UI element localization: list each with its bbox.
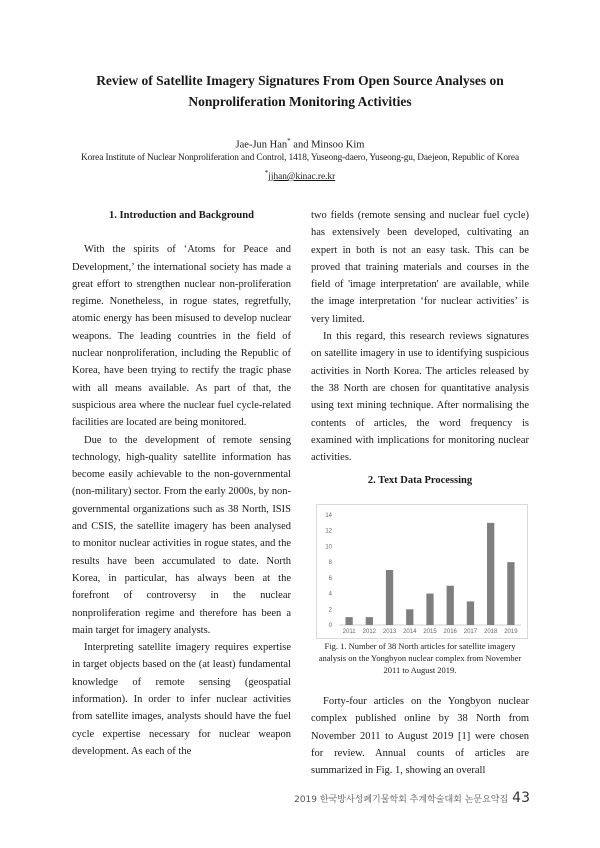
y-tick-label: 0 [328,623,332,629]
bar-2017 [467,601,474,625]
bar-2019 [507,562,514,625]
y-tick-label: 8 [328,560,332,567]
title-line-2: Nonproliferation Monitoring Activities [188,94,412,109]
email-mark: * [264,169,269,177]
email-link[interactable]: jjhan@kinac.re.kr [268,172,336,183]
page-number: 43 [512,790,530,806]
intro-paragraph-5: In this regard, this research reviews signatures on satellite imagery in use to identifying suspicious activities in North Korea. The articles released by the 38 North are chosen for quantitative analysis using text mining technique. After normalising the contents of articles, the word frequency is examined with implications for monitoring nuclear activities. [311,331,529,464]
bar-2016 [447,586,454,625]
bar-2012 [366,617,373,625]
figure-1-caption: Fig. 1. Number of 38 North articles for satellite imagery analysis on the Yongbyon nuclear complex from November 2011 to August 2019. [318,641,522,675]
x-tick-label: 2017 [463,629,478,635]
x-tick-label: 2016 [443,629,457,635]
left-column [72,207,291,760]
bar-2013 [386,570,393,625]
x-tick-label: 2014 [403,629,417,635]
authors [0,137,600,151]
right-column-bottom [311,693,529,779]
corresponding-mark: * [287,137,291,145]
x-tick-label: 2019 [504,629,518,635]
section-2-paragraph-1: Forty-four articles on the Yongbyon nuclear complex published online by 38 North from November 2011 to August 2019 [1] were chosen for review. Annual counts of articles are summarized in Fig. 1, showing an overall [311,696,529,777]
bar-2011 [345,617,352,625]
section-2-heading: 2. Text Data Processing [367,475,473,486]
y-tick-label: 2 [328,607,332,614]
x-tick-label: 2012 [362,629,377,635]
x-tick-label: 2018 [483,629,498,635]
author-and: and Minsoo Kim [290,139,365,151]
bar-2015 [426,594,433,625]
right-column-top [311,207,529,466]
footer-text: 2019 한국방사성폐기물학회 추계학술대회 논문요약집 [294,795,509,805]
figure-1 [316,504,528,639]
page-footer [294,790,530,806]
y-tick-label: 10 [325,544,332,551]
title-line-1: Review of Satellite Imagery Signatures From Open Source Analyses on [96,73,504,88]
x-tick-label: 2015 [423,629,437,635]
intro-paragraph-2: Due to the development of remote sensing technology, high-quality satellite information has become easily achievable to the non-governmental (non-military) sector. From the early 2000s, by non-governmental organizations such as 38 North, ISIS and CSIS, the satellite imagery has been analysed to monitor nuclear activities in rogue states, and the results have been accumulated to date. North Korea, in particular, has always been at the forefront of controversy in the nuclear nonproliferation regime and therefore has been a main target for imagery analysts. [72,434,291,636]
section-1-heading: 1. Introduction and Background [109,210,254,221]
y-tick-label: 6 [328,575,332,582]
y-tick-label: 12 [325,528,332,535]
intro-paragraph-1: With the spirits of ‘Atoms for Peace and Development,’ the international society has made a great effort to strengthen nuclear non-proliferation regime. Nonetheless, in rogue states, regretfully, atomic energy has been misused to develop nuclear weapons. The leading countries in the field of nuclear nonproliferation, including the Republic of Korea, have been trying to rectify the tragic phase with all means available. As part of that, the suspicious area where the nuclear fuel cycle-related facilities are located are being monitored. [72,244,291,429]
y-tick-label: 4 [328,591,332,598]
bar-chart [317,505,527,638]
affiliation: Korea Institute of Nuclear Nonproliferation and Control, 1418, Yuseong-daero, Yuseong-gu, Daejeon, Republic of Korea [81,153,519,163]
x-tick-label: 2011 [342,629,356,635]
intro-paragraph-3: Interpreting satellite imagery requires expertise in target objects based on the (at least) fundamental knowledge of remote sensing (geospatial information). In order to infer nuclear activities from satellite images, analysts should have the fuel cycle expertise necessary for nuclear weapon development. As each of the [72,642,291,757]
bar-2018 [487,523,494,625]
email-line [0,169,600,182]
paper-title [60,70,540,112]
x-tick-label: 2013 [382,629,397,635]
author-1: Jae-Jun Han [235,139,288,151]
bar-2014 [406,609,413,625]
y-tick-label: 14 [325,513,332,519]
intro-paragraph-4: two fields (remote sensing and nuclear fuel cycle) has extensively been developed, cultivating an expert in both is not an easy task. This can be proved that training materials and courses in the field of 'image interpretation' are available, while the image interpretation ‘for nuclear activities’ is very limited. [311,210,529,325]
